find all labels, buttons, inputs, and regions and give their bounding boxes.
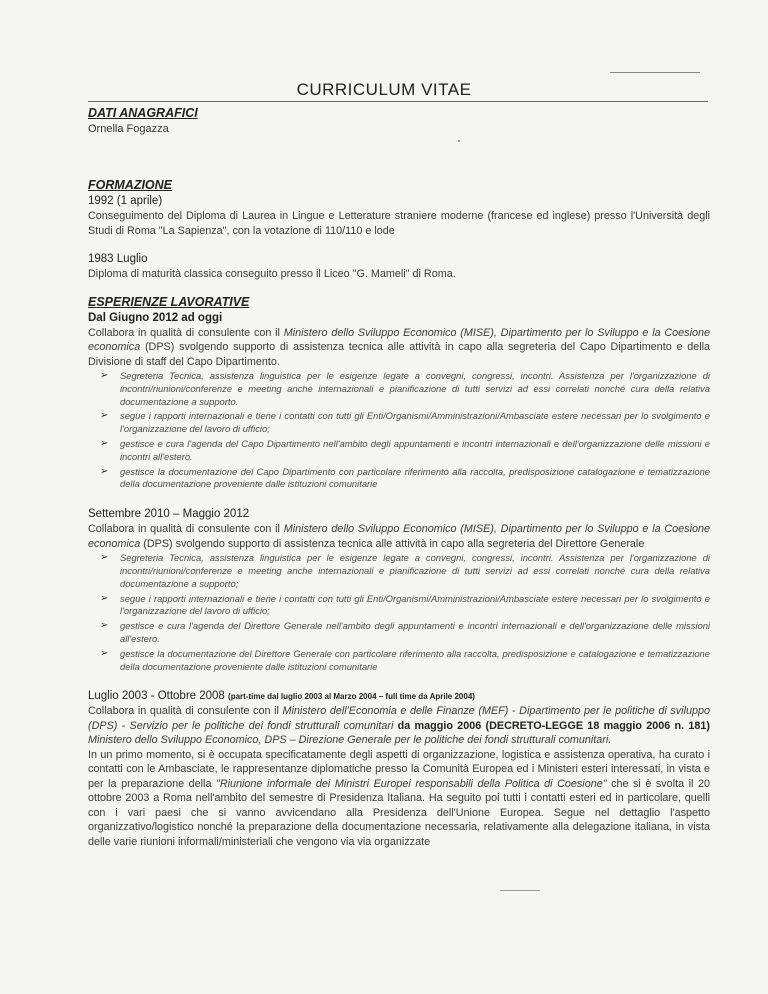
job-intro [88, 326, 710, 370]
list-item [100, 410, 710, 436]
job-entry [88, 311, 710, 492]
duty-text: Segreteria Tecnica, assistenza linguistica per le esigenze legate a convegni, congressi, incontri. Assistenza per l'organizzazione di incontri/riunioni/conferenze e meeting anche internazionali e pianificazione di tutti servizi ad essi correlati nonché cura della relativa documentazione a supporto; [120, 552, 710, 589]
duty-text: gestisce la documentazione del Capo Dipartimento con particolare riferimento alla raccolta, predisposizione catalogazione e tematizzazione della documentazione proveniente dalle istituzioni comunitarie [120, 465, 710, 490]
list-item [100, 437, 710, 464]
education-item [88, 194, 710, 238]
job-decree: da maggio 2006 (DECRETO-LEGGE 18 maggio 2006 n. 181) [393, 719, 710, 732]
scan-mark-line [500, 890, 540, 891]
education-text: Diploma di maturità classica conseguito presso il Liceo "G. Mameli" di Roma. [88, 268, 456, 280]
duty-text: gestisce e cura l'agenda del Direttore Generale nell'ambito degli appuntamenti e incontri internazionali e dell'organizzazione delle missioni all'estero. [120, 620, 710, 644]
job-entry [88, 689, 710, 849]
duty-text: segue i rapporti internazionali e tiene i contatti con tutti gli Enti/Organismi/Amministrazioni/Ambasciate estere necessari per lo svolgimento e l'organizzazione del lavoro di ufficio; [120, 410, 710, 435]
meeting-name: "Riunione informale dei Ministri Europei responsabili della Politica di Coesione" [215, 777, 607, 790]
title-rule [88, 101, 708, 102]
section-formazione [88, 178, 710, 282]
job-intro-text: Collabora in qualità di consulente con il [88, 705, 283, 718]
job-entry [88, 507, 710, 673]
duty-text: Segreteria Tecnica, assistenza linguistica per le esigenze legate a convegni, congressi, incontri. Assistenza per l'organizzazione di incontri/riunioni/conferenze e meeting anche internazionali e pianificazione di tutti servizi ad essi correlati nonché cura della relativa documentazione a supporto. [120, 370, 710, 407]
duty-text: gestisce e cura l'agenda del Capo Dipartimento nell'ambito degli appuntamenti e incontri internazionali e dell'organizzazione delle missioni e incontri all'estero. [120, 437, 710, 462]
document-title: CURRICULUM VITAE [296, 80, 472, 99]
arrow-bullet-icon: ➢ [100, 465, 109, 477]
job-date [88, 689, 710, 704]
job-intro-text: (DPS) svolgendo supporto di assistenza tecnica alle attività in capo alla segreteria del Capo Dipartimento e della Divisione di staff del Capo Dipartimento. [88, 341, 710, 368]
arrow-bullet-icon: ➢ [100, 552, 109, 564]
list-item [100, 620, 710, 646]
list-item [100, 370, 710, 408]
arrow-bullet-icon: ➢ [100, 437, 109, 449]
job-employer: Ministero dell'Economia e delle Finanze (MEF) - Dipartimento per le politiche di sviluppo (DPS) - Servizio per le politiche dei fondi strutturali comunitari [88, 705, 710, 732]
job-description-text: che si è svolta il 20 ottobre 2003 a Roma nell'ambito del semestre di Presidenza Italiana. Ha seguito poi tutti i contatti esteri ed in particolare, quelli con i vari paesi che si vanno avvicendano alla Presidenza dell'Unione Europea. Segue nel dettaglio l'aspetto organizzativo/logistico nonché la preparazione della documentazione necessaria, relativamente alla delegazione italiana, in vista delle varie riunioni informali/ministeriali che vengono via via organizzate [88, 777, 710, 848]
education-date: 1983 Luglio [88, 253, 148, 265]
list-item [100, 552, 710, 590]
list-item [100, 592, 710, 619]
person-name: Ornella Fogazza [88, 123, 169, 135]
duty-text: segue i rapporti internazionali e tiene i contatti con tutti gli Enti/Organismi/Amministrazioni/Ambasciate estere necessari per lo svolgimento e l'organizzazione del lavoro di ufficio; [120, 592, 710, 617]
section-esperienze [88, 295, 710, 850]
job-employer: Ministero dello Sviluppo Economico (MISE), Dipartimento per lo Sviluppo e la Coesione economica [88, 326, 710, 353]
education-item [88, 252, 710, 282]
section-heading: ESPERIENZE LAVORATIVE [88, 294, 250, 309]
job-intro [88, 704, 710, 748]
section-heading: DATI ANAGRAFICI [88, 106, 198, 120]
job-intro-text: (DPS) svolgendo supporto di assistenza tecnica alle attività in capo alla segreteria del Direttore Generale [140, 537, 645, 550]
job-intro-text: Collabora in qualità di consulente con il [88, 326, 284, 339]
job-date-note: (part-time dal luglio 2003 al Marzo 2004 – full time da Aprile 2004) [228, 692, 475, 702]
job-description-text: In un primo momento, si è occupata specificatamente degli aspetti di organizzazione, logistica e assistenza operativa, ha curato i contatti con le Ambasciate, le rappresentanze diplomatiche presso la Comunità Europea ed i Ministeri esteri interessati, in vista e per la preparazione della [88, 748, 710, 790]
list-item [100, 647, 710, 674]
job-description [88, 748, 710, 850]
job-duties [88, 552, 710, 673]
arrow-bullet-icon: ➢ [100, 370, 109, 381]
job-date: Settembre 2010 – Maggio 2012 [88, 508, 250, 521]
arrow-bullet-icon: ➢ [100, 647, 109, 659]
arrow-bullet-icon: ➢ [100, 620, 109, 632]
job-employer: Ministero dello Sviluppo Economico, DPS – Direzione Generale per le politiche dei fondi strutturali comunitari. [88, 734, 612, 747]
education-text: Conseguimento del Diploma di Laurea in Lingue e Letterature straniere moderne (francese ed inglese) presso l'Università degli Studi di Roma "La Sapienza", con la votazione di 110/110 e lode [88, 210, 710, 237]
job-date-text: Luglio 2003 - Ottobre 2008 [88, 690, 225, 703]
education-date: 1992 (1 aprile) [88, 195, 163, 207]
job-date: Dal Giugno 2012 ad oggi [88, 311, 223, 324]
job-intro-text: Collabora in qualità di consulente con il [88, 523, 284, 536]
arrow-bullet-icon: ➢ [100, 410, 109, 422]
list-item [100, 465, 710, 492]
job-employer: Ministero dello Sviluppo Economico (MISE), Dipartimento per lo Sviluppo e la Coesione economica [88, 523, 710, 550]
job-intro [88, 522, 710, 551]
section-heading: FORMAZIONE [88, 178, 173, 192]
scan-mark-line [610, 72, 700, 73]
arrow-bullet-icon: ➢ [100, 592, 109, 604]
job-duties [88, 370, 710, 491]
duty-text: gestisce la documentazione del Direttore Generale con particolare riferimento alla raccolta, predisposizione e catalogazione e tematizzazione della documentazione proveniente dalle istituzioni comunitarie [120, 647, 710, 672]
document-content [88, 106, 710, 849]
section-dati-anagrafici [88, 106, 710, 136]
